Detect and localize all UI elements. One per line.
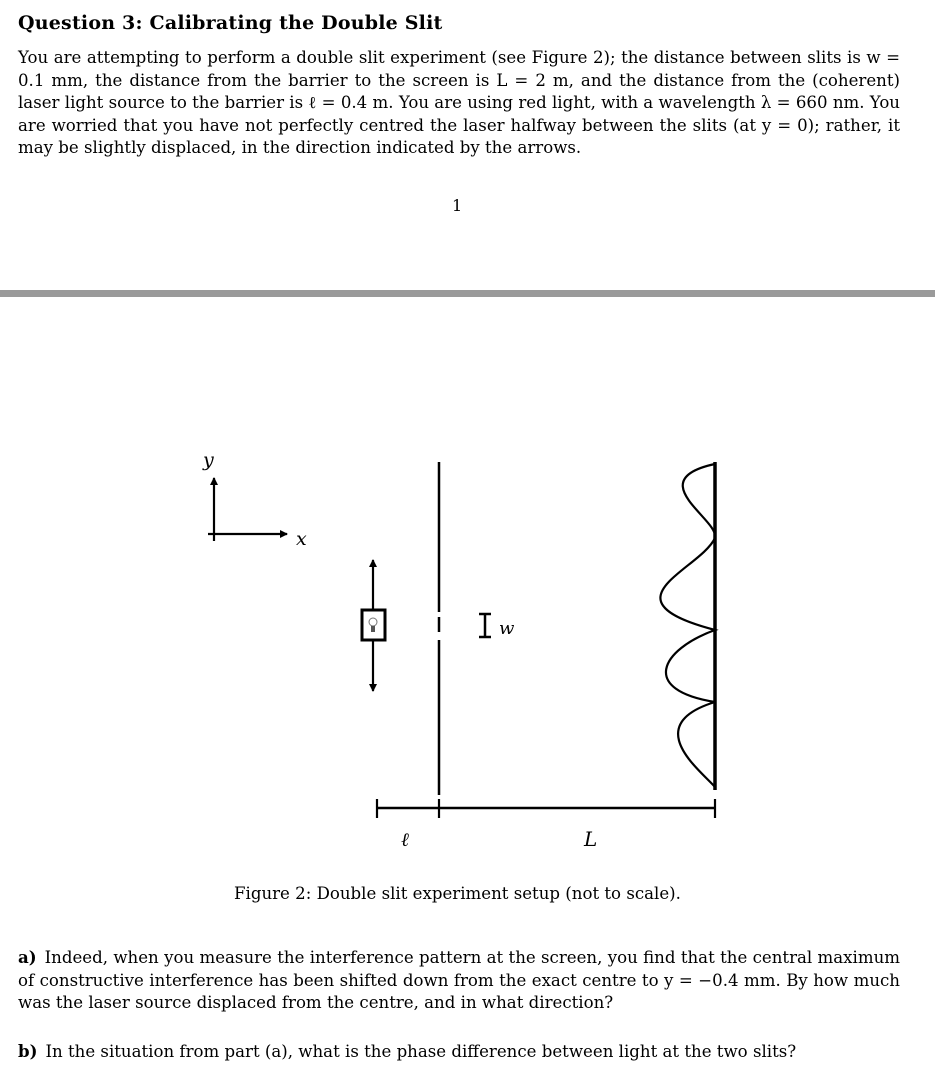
- part-b-text: In the situation from part (a), what is the phase difference between light at the two slits?: [45, 1042, 797, 1061]
- question-intro: You are attempting to perform a double slit experiment (see Figure 2); the distance between slits is w = 0.1 mm, the distance from the barrier to the screen is L = 2 m, and the distance from the (coherent) laser light source to the barrier is ℓ = 0.4 m. You are using red light, with a wavelength λ = 660 nm. You are worried that you have not perfectly centred the laser halfway between the slits (at y = 0); rather, it may be slightly displaced, in the direction indicated by the arrows.: [18, 48, 900, 157]
- screen: [660, 462, 715, 790]
- part-b-label: b): [18, 1041, 38, 1061]
- part-a: [18, 946, 900, 1015]
- y-axis-label: y: [203, 449, 214, 471]
- slit-separation-label: w: [499, 618, 515, 639]
- part-a-label: a): [18, 947, 37, 967]
- part-a-text: Indeed, when you measure the interference pattern at the screen, you find that the central maximum of constructive interference has been shifted down from the exact centre to y = −0.4 mm. By how much was the laser source displaced from the centre, and in what direction?: [18, 948, 900, 1012]
- figure-caption: Figure 2: Double slit experiment setup (not to scale).: [234, 884, 681, 903]
- page-break-divider: [0, 290, 935, 297]
- screen-distance-label: L: [584, 827, 598, 851]
- axis-indicator: [202, 449, 307, 550]
- distance-markers: [377, 799, 715, 851]
- part-b: [18, 1040, 900, 1064]
- slit-separation-marker: [479, 614, 515, 639]
- x-axis-label: x: [296, 528, 307, 550]
- laser-source: [362, 560, 385, 691]
- double-slit-figure: [0, 440, 935, 860]
- page-number: 1: [452, 196, 463, 215]
- question-title: Question 3: Calibrating the Double Slit: [18, 12, 443, 34]
- source-distance-label: ℓ: [401, 829, 409, 851]
- interference-pattern: [660, 464, 715, 787]
